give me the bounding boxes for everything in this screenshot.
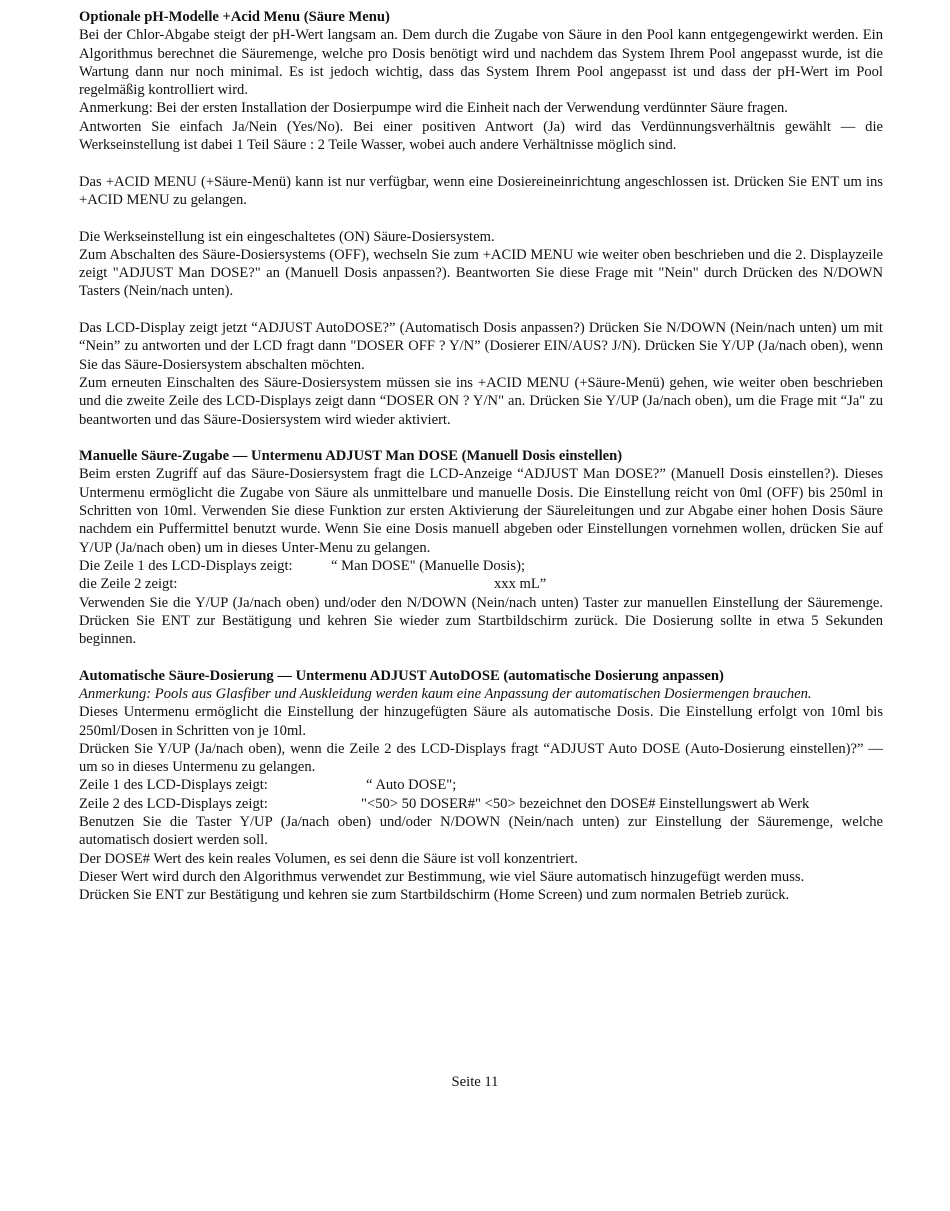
- paragraph: Bei der Chlor-Abgabe steigt der pH-Wert langsam an. Dem durch die Zugabe von Säure in den Pool kann entgegengewirkt werden. Ein Algorithmus berechnet die Säuremenge, welche pro Dosis benötigt wird und nachdem das System Ihrem Pool angepasst wurde, ist die Wartung dann nur noch minimal. Es ist jedoch wichtig, dass das System Ihrem Pool angepasst ist und dass der pH-Wert im Pool regelmäßig kontrolliert wird.: [79, 27, 883, 99]
- lcd-line-value: “ Man DOSE" (Manuelle Dosis);: [331, 557, 526, 574]
- lcd-line-1: [79, 776, 883, 794]
- section-heading-manual-dose: Manuelle Säure-Zugabe — Untermenu ADJUST Man DOSE (Manuell Dosis einstellen): [79, 448, 623, 465]
- page-number: Seite 11: [451, 1074, 499, 1090]
- lcd-line-value: “ Auto DOSE";: [366, 777, 457, 794]
- document-page: [79, 8, 883, 905]
- paragraph: Zum Abschalten des Säure-Dosiersystems (OFF), wechseln Sie zum +ACID MENU wie weiter oben beschrieben und die 2. Displayzeile zeigt "ADJUST Man DOSE?" an (Manuell Dosis anpassen?). Beantworten Sie diese Frage mit "Nein" durch Drücken des N/DOWN Tasters (Nein/nach unten).: [79, 246, 883, 300]
- lcd-line-label: Zeile 2 des LCD-Displays zeigt:: [79, 795, 268, 812]
- paragraph: Verwenden Sie die Y/UP (Ja/nach oben) und/oder den N/DOWN (Nein/nach unten) Taster zur manuellen Einstellung der Säuremenge. Drücken Sie ENT zur Bestätigung und kehren Sie wieder zum Startbildschirm zurück. Die Dosierung sollte in etwa 5 Sekunden beginnen.: [79, 594, 883, 648]
- lcd-line-label: Zeile 1 des LCD-Displays zeigt:: [79, 777, 268, 794]
- paragraph: Antworten Sie einfach Ja/Nein (Yes/No). Bei einer positiven Antwort (Ja) wird das Verdünnungsverhältnis gewählt — die Werkseinstellung ist dabei 1 Teil Säure : 2 Teile Wasser, wobei auch andere Verhältnisse möglich sind.: [79, 118, 883, 154]
- lcd-line-2: [79, 795, 883, 813]
- lcd-line-label: Die Zeile 1 des LCD-Displays zeigt:: [79, 557, 293, 574]
- paragraph: Zum erneuten Einschalten des Säure-Dosiersystem müssen sie ins +ACID MENU (+Säure-Menü) gehen, wie weiter oben beschrieben und die zweite Zeile des LCD-Displays zeigt dann “DOSER ON ? Y/N" an. Drücken Sie Y/UP (Ja/nach oben), um die Frage mit “Ja" zu beantworten und das Säure-Dosiersystem wird wieder aktiviert.: [79, 374, 883, 428]
- paragraph: Benutzen Sie die Taster Y/UP (Ja/nach oben) und/oder N/DOWN (Nein/nach unten) zur Einstellung der Säuremenge, welche automatisch dosiert werden soll.: [79, 814, 883, 849]
- lcd-line-2: [79, 575, 883, 593]
- note: Anmerkung: Pools aus Glasfiber und Auskleidung werden kaum eine Anpassung der automatischen Dosiermengen brauchen.: [79, 685, 812, 702]
- paragraph: Drücken Sie ENT zur Bestätigung und kehren sie zum Startbildschirm (Home Screen) und zum normalen Betrieb zurück.: [79, 887, 790, 904]
- paragraph: Dieses Untermenu ermöglicht die Einstellung der hinzugefügten Säure als automatische Dosis. Die Einstellung erfolgt von 10ml bis 250ml/Dosen in Schritten von je 10ml.: [79, 704, 883, 739]
- lcd-line-value: "<50> 50 DOSER#" <50> bezeichnet den DOSE# Einstellungswert ab Werk: [361, 795, 810, 812]
- paragraph: Der DOSE# Wert des kein reales Volumen, es sei denn die Säure ist voll konzentriert.: [79, 850, 578, 867]
- lcd-line-1: [79, 557, 883, 575]
- lcd-line-value: xxx mL”: [494, 576, 547, 593]
- paragraph: Anmerkung: Bei der ersten Installation der Dosierpumpe wird die Einheit nach der Verwendung verdünnter Säure fragen.: [79, 100, 788, 117]
- paragraph: Dieser Wert wird durch den Algorithmus verwendet zur Bestimmung, wie viel Säure automatisch hinzugefügt werden muss.: [79, 868, 805, 885]
- paragraph: Drücken Sie Y/UP (Ja/nach oben), wenn die Zeile 2 des LCD-Displays fragt “ADJUST Auto DOSE (Auto-Dosierung einstellen)?” — um so in dieses Untermenu zu gelangen.: [79, 740, 883, 776]
- paragraph: Das +ACID MENU (+Säure-Menü) kann ist nur verfügbar, wenn eine Dosiereineinrichtung angeschlossen ist. Drücken Sie ENT um ins +ACID MENU zu gelangen.: [79, 173, 883, 208]
- lcd-line-label: die Zeile 2 zeigt:: [79, 576, 178, 593]
- paragraph: Das LCD-Display zeigt jetzt “ADJUST AutoDOSE?” (Automatisch Dosis anpassen?) Drücken Sie N/DOWN (Nein/nach unten) um mit “Nein” zu antworten und der LCD fragt dann "DOSER OFF ? Y/N” (Dosierer EIN/AUS? J/N). Drücken Sie Y/UP (Ja/nach oben), wenn Sie das Säure-Dosiersystem abschalten möchten.: [79, 320, 883, 373]
- paragraph: Beim ersten Zugriff auf das Säure-Dosiersystem fragt die LCD-Anzeige “ADJUST Man DOSE?” (Manuell Dosis einstellen?). Dieses Untermenu ermöglicht die Zugabe von Säure als unmittelbare und manuelle Dosis. Die Einstellung reicht von 0ml (OFF) bis 250ml in Schritten von 10ml. Verwenden Sie diese Funktion zur ersten Aktivierung der Säureleitungen und zur Abgabe einer hohen Dosis Säure nachdem ein Puffermittel benutzt wurde. Wenn Sie eine Dosis manuell abgeben oder Einstellungen vornehmen wollen, drücken Sie auf Y/UP (Ja/nach oben) um in dieses Unter-Menu zu gelangen.: [79, 466, 883, 556]
- section-heading-acid-menu: Optionale pH-Modelle +Acid Menu (Säure Menu): [79, 9, 390, 25]
- section-heading-auto-dose: Automatische Säure-Dosierung — Untermenu ADJUST AutoDOSE (automatische Dosierung anpassen): [79, 667, 724, 684]
- paragraph: Die Werkseinstellung ist ein eingeschaltetes (ON) Säure-Dosiersystem.: [79, 228, 495, 245]
